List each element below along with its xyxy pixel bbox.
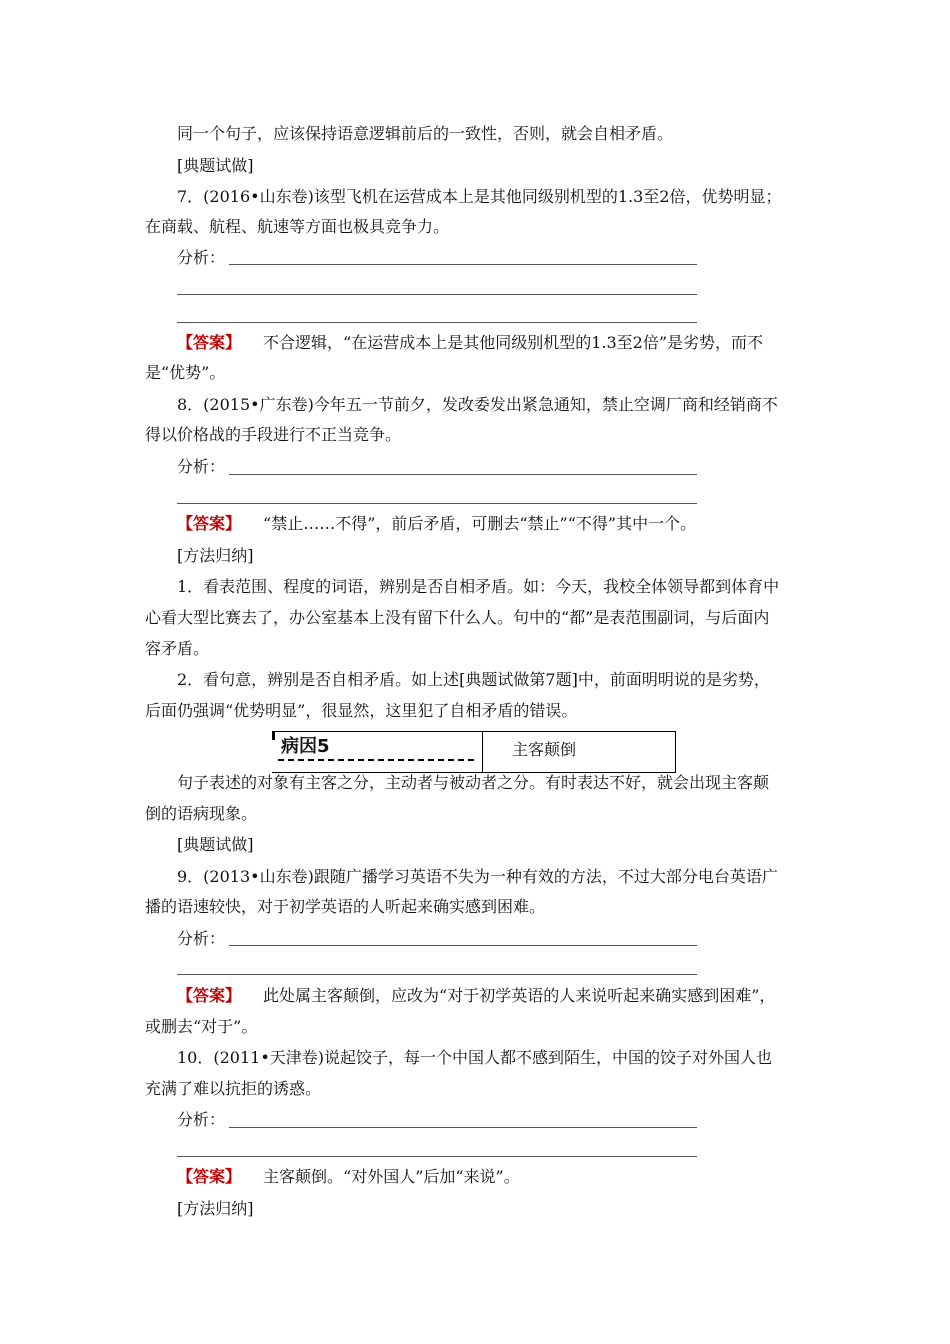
analysis-label: 分析： [177,457,226,476]
method-1-line1: 1．看表范围、程度的词语，辨别是否自相矛盾。如：今天，我校全体领导都到体育中 [177,577,780,596]
answer-blank-line[interactable] [177,322,697,323]
method-2-line2: 后面仍强调“优势明显”，很显然，这里犯了自相矛盾的错误。 [145,701,578,720]
answer-blank-line[interactable] [177,294,697,295]
answer-blank-line[interactable] [177,974,697,975]
paragraph-line: 句子表述的对象有主客之分，主动者与被动者之分。有时表达不好，就会出现主客颠 [177,773,770,792]
answer-9-line1 [177,986,775,1006]
answer-label: 【答案】 [177,333,242,352]
answer-9-line2: 或删去“对于”。 [145,1017,258,1036]
section-header-box [272,731,676,773]
box-separator [482,732,483,772]
question-9-line2: 播的语速较快，对于初学英语的人听起来确实感到困难。 [145,897,546,916]
section-heading-dianti: [典题试做] [177,835,254,854]
dashed-divider [278,759,474,761]
section-tag: 病因5 [281,736,330,757]
answer-blank-line[interactable] [177,503,697,504]
answer-blank-line[interactable] [229,945,697,946]
answer-text: 此处属主客颠倒，应改为“对于初学英语的人来说听起来确实感到困难”， [263,986,776,1005]
answer-text: 主客颠倒。“对外国人”后加“来说”。 [263,1167,520,1186]
section-heading-dianti: [典题试做] [177,156,254,175]
box-corner-mark [272,732,275,740]
answer-label: 【答案】 [177,986,242,1005]
answer-7-line2: 是“优势”。 [145,363,226,382]
question-7-line2: 在商载、航程、航速等方面也极具竞争力。 [145,217,450,236]
question-10-line2: 充满了难以抗拒的诱惑。 [145,1079,322,1098]
answer-text: “禁止……不得”，前后矛盾，可删去“禁止”“不得”其中一个。 [263,514,697,533]
method-2-line1: 2．看句意，辨别是否自相矛盾。如上述[典题试做第7题]中，前面明明说的是劣势， [177,670,770,689]
section-heading-fangfa: [方法归纳] [177,546,254,565]
question-8-line1: 8．(2015•广东卷)今年五一节前夕，发改委发出紧急通知，禁止空调厂商和经销商不 [177,395,778,414]
answer-blank-line[interactable] [229,264,697,265]
answer-blank-line[interactable] [229,474,697,475]
analysis-label: 分析： [177,929,226,948]
answer-10 [177,1167,520,1187]
answer-8 [177,514,696,534]
paragraph-line: 同一个句子，应该保持语意逻辑前后的一致性，否则，就会自相矛盾。 [177,124,674,143]
method-1-line3: 容矛盾。 [145,639,210,658]
answer-label: 【答案】 [177,1167,242,1186]
section-title: 主客颠倒 [512,740,577,759]
answer-blank-line[interactable] [177,1156,697,1157]
answer-label: 【答案】 [177,514,242,533]
question-8-line2: 得以价格战的手段进行不正当竞争。 [145,425,402,444]
analysis-label: 分析： [177,1110,226,1129]
section-heading-fangfa: [方法归纳] [177,1199,254,1218]
question-10-line1: 10．(2011•天津卷)说起饺子，每一个中国人都不感到陌生，中国的饺子对外国人也 [177,1048,773,1067]
analysis-label: 分析： [177,248,226,267]
answer-7-line1 [177,333,763,353]
answer-blank-line[interactable] [229,1127,697,1128]
paragraph-line: 倒的语病现象。 [145,804,258,823]
method-1-line2: 心看大型比赛去了，办公室基本上没有留下什么人。句中的“都”是表范围副词，与后面内 [145,608,770,627]
question-7-line1: 7．(2016•山东卷)该型飞机在运营成本上是其他同级别机型的1.3至2倍，优势明显； [177,187,782,206]
question-9-line1: 9．(2013•山东卷)跟随广播学习英语不失为一种有效的方法，不过大部分电台英语广 [177,867,778,886]
answer-text: 不合逻辑，“在运营成本上是其他同级别机型的1.3至2倍”是劣势，而不 [263,333,764,352]
